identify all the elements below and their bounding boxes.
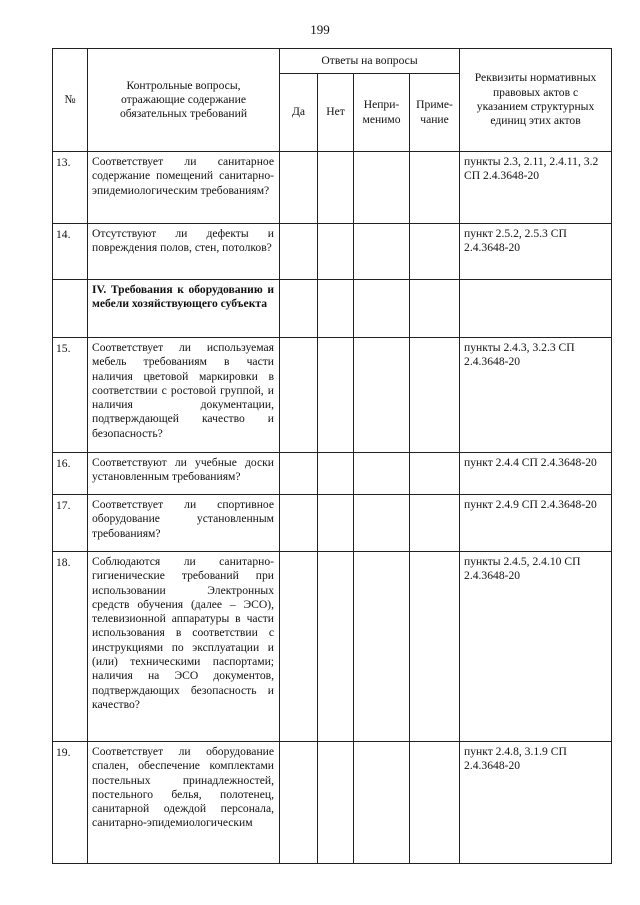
table-row [53,742,612,864]
answer-na-cell[interactable] [354,495,410,552]
row-requisites [460,280,612,338]
row-requisites: пункты 2.4.5, 2.4.10 СП 2.4.3648-20 [460,552,612,742]
row-number: 13. [53,152,88,224]
row-number: 14. [53,224,88,280]
section-title: IV. Требования к оборудованию и мебели хозяйствующего субъекта [88,280,280,338]
answer-no-cell[interactable] [318,742,354,864]
answer-yes-cell[interactable] [280,224,318,280]
answer-no-cell[interactable] [318,152,354,224]
header-answers: Ответы на вопросы [280,49,460,74]
answer-note-cell[interactable] [410,495,460,552]
header-requisites: Реквизиты нормативных правовых актов с указанием структурных единиц этих актов [460,49,612,152]
answer-no-cell[interactable] [318,453,354,495]
answer-no-cell [318,280,354,338]
answer-na-cell[interactable] [354,552,410,742]
row-question: Соответствует ли спортивное оборудование установленным требованиям? [88,495,280,552]
section-row [53,280,612,338]
header-yes: Да [280,74,318,152]
answer-yes-cell[interactable] [280,338,318,453]
row-number: 18. [53,552,88,742]
row-number: 19. [53,742,88,864]
row-requisites: пункт 2.4.8, 3.1.9 СП 2.4.3648-20 [460,742,612,864]
answer-yes-cell [280,280,318,338]
answer-na-cell[interactable] [354,224,410,280]
answer-yes-cell[interactable] [280,152,318,224]
row-requisites: пункты 2.3, 2.11, 2.4.11, 3.2 СП 2.4.3648-20 [460,152,612,224]
answer-yes-cell[interactable] [280,552,318,742]
row-requisites: пункт 2.5.2, 2.5.3 СП 2.4.3648-20 [460,224,612,280]
answer-note-cell[interactable] [410,552,460,742]
answer-na-cell[interactable] [354,338,410,453]
row-number: 17. [53,495,88,552]
answer-no-cell[interactable] [318,495,354,552]
answer-na-cell[interactable] [354,453,410,495]
row-number: 16. [53,453,88,495]
answer-note-cell[interactable] [410,338,460,453]
answer-na-cell [354,280,410,338]
answer-yes-cell[interactable] [280,453,318,495]
header-note: Приме-чание [410,74,460,152]
answer-note-cell[interactable] [410,742,460,864]
answer-yes-cell[interactable] [280,495,318,552]
table-row [53,224,612,280]
page-number: 199 [310,22,330,37]
row-requisites: пункт 2.4.4 СП 2.4.3648-20 [460,453,612,495]
checklist-table [52,48,612,864]
header-no-answer: Нет [318,74,354,152]
row-question: Соблюдаются ли санитарно-гигиенические требований при использовании Электронных средств обучения (далее – ЭСО), телевизионной аппаратуры в части использования в соответствии с инструкциями по эксплуатации и (или) техническими паспортами; наличия на ЭСО документов, подтверждающих безопасность и качество? [88,552,280,742]
row-requisites: пункт 2.4.9 СП 2.4.3648-20 [460,495,612,552]
row-requisites: пункты 2.4.3, 3.2.3 СП 2.4.3648-20 [460,338,612,453]
row-question: Соответствует ли санитарное содержание помещений санитарно-эпидемиологическим требованиям? [88,152,280,224]
answer-no-cell[interactable] [318,338,354,453]
row-question: Соответствует ли используемая мебель требованиям в части наличия цветовой маркировки в соответствии с ростовой группой, и наличия документации, подтверждающей качество и безопасность? [88,338,280,453]
answer-no-cell[interactable] [318,552,354,742]
table-row [53,453,612,495]
answer-yes-cell[interactable] [280,742,318,864]
row-question: Отсутствуют ли дефекты и повреждения полов, стен, потолков? [88,224,280,280]
answer-note-cell[interactable] [410,453,460,495]
table-row [53,338,612,453]
row-number: 15. [53,338,88,453]
answer-note-cell[interactable] [410,152,460,224]
table-row [53,552,612,742]
answer-note-cell [410,280,460,338]
table-row [53,152,612,224]
header-question: Контрольные вопросы, отражающие содержание обязательных требований [88,49,280,152]
answer-note-cell[interactable] [410,224,460,280]
row-question: Соответствуют ли учебные доски установленным требованиям? [88,453,280,495]
answer-na-cell[interactable] [354,152,410,224]
table-row [53,495,612,552]
row-question: Соответствует ли оборудование спален, обеспечение комплектами постельных принадлежностей, постельного белья, полотенец, санитарной одеждой персонала, санитарно-эпидемиологическим [88,742,280,864]
answer-no-cell[interactable] [318,224,354,280]
header-not-applicable: Непри-менимо [354,74,410,152]
answer-na-cell[interactable] [354,742,410,864]
header-no: № [53,49,88,152]
row-number [53,280,88,338]
